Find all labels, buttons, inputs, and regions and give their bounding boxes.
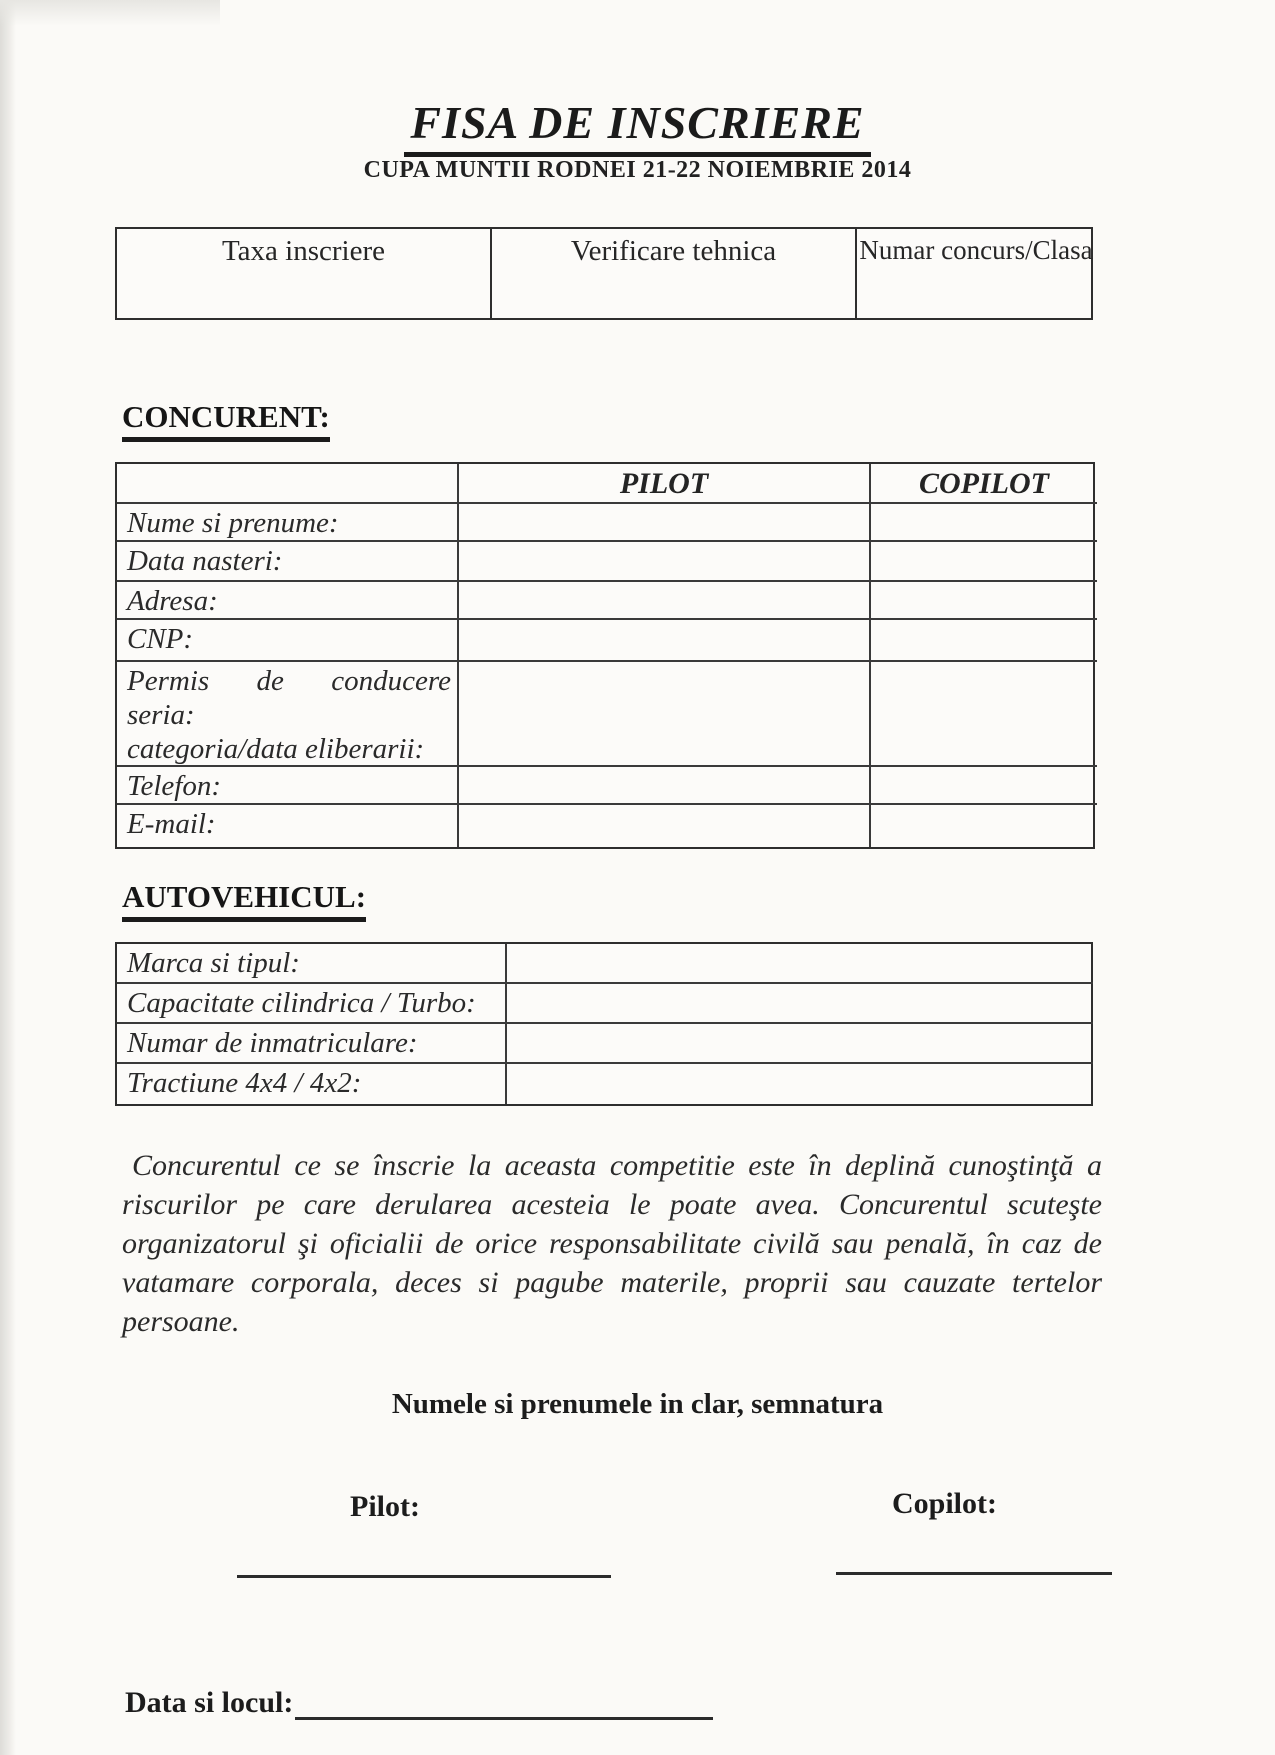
row-label-tractiune: Tractiune 4x4 / 4x2: xyxy=(117,1064,507,1104)
pilot-column-header: PILOT xyxy=(459,464,871,504)
row-label-marca-si-tipul: Marca si tipul: xyxy=(117,944,507,984)
row-label-email: E-mail: xyxy=(117,805,459,847)
date-place-row xyxy=(125,1686,713,1720)
page-subtitle: CUPA MUNTII RODNEI 21-22 NOIEMBRIE 2014 xyxy=(363,157,912,183)
pilot-signature-label: Pilot: xyxy=(350,1490,420,1523)
row-label-permis-conducere xyxy=(117,662,459,767)
pilot-adresa-cell-empty xyxy=(459,582,871,620)
copilot-nume-cell-empty xyxy=(871,504,1097,542)
autovehicul-table xyxy=(115,942,1093,1106)
fee-header-verificare-tehnica: Verificare tehnica xyxy=(492,229,857,318)
fee-table xyxy=(115,227,1093,320)
permis-line1: Permis de conducere xyxy=(127,665,451,697)
inmatriculare-value-cell-empty xyxy=(507,1024,1093,1064)
pilot-data-nasteri-cell-empty xyxy=(459,542,871,582)
copilot-signature-line xyxy=(836,1572,1112,1575)
copilot-email-cell-empty xyxy=(871,805,1097,847)
fee-header-numar-concurs-clasa: Numar concurs/Clasa xyxy=(859,235,1093,265)
fee-header-taxa-inscriere: Taxa inscriere xyxy=(117,229,492,318)
date-place-label: Data si locul: xyxy=(125,1686,294,1719)
copilot-cnp-cell-empty xyxy=(871,620,1097,662)
permis-line2: seria: xyxy=(127,699,195,731)
pilot-nume-cell-empty xyxy=(459,504,871,542)
copilot-adresa-cell-empty xyxy=(871,582,1097,620)
row-label-data-nasteri: Data nasteri: xyxy=(117,542,459,582)
title-wrap xyxy=(0,96,1275,157)
row-label-telefon: Telefon: xyxy=(117,767,459,805)
row-label-capacitate-cilindrica: Capacitate cilindrica / Turbo: xyxy=(117,984,507,1024)
concurent-table xyxy=(115,462,1095,849)
copilot-column-header: COPILOT xyxy=(871,464,1097,504)
signature-heading: Numele si prenumele in clar, semnatura xyxy=(391,1388,884,1420)
page-title: FISA DE INSCRIERE xyxy=(404,96,870,157)
copilot-signature-label: Copilot: xyxy=(892,1487,997,1520)
pilot-cnp-cell-empty xyxy=(459,620,871,662)
capacitate-value-cell-empty xyxy=(507,984,1093,1024)
disclaimer-paragraph: Concurentul ce se înscrie la aceasta competitie este în deplină cunoştinţă a riscurilor pe care derularea acesteia le poate avea. Concurentul scuteşte organizatorul şi oficialii de orice responsabilitate civilă sau penală, în caz de vatamare corporala, deces si pagube materile, proprii sau cauzate tertelor persoane. xyxy=(122,1149,1102,1338)
row-label-numar-inmatriculare: Numar de inmatriculare: xyxy=(117,1024,507,1064)
marca-value-cell-empty xyxy=(507,944,1093,984)
pilot-signature-line xyxy=(237,1575,611,1578)
row-label-adresa: Adresa: xyxy=(117,582,459,620)
row-label-nume-si-prenume: Nume si prenume: xyxy=(117,504,459,542)
date-place-line xyxy=(295,1688,713,1720)
tractiune-value-cell-empty xyxy=(507,1064,1093,1104)
copilot-telefon-cell-empty xyxy=(871,767,1097,805)
permis-line3: categoria/data eliberarii: xyxy=(127,733,425,765)
copilot-data-nasteri-cell-empty xyxy=(871,542,1097,582)
copilot-permis-cell-empty xyxy=(871,662,1097,767)
pilot-permis-cell-empty xyxy=(459,662,871,767)
corner-cell-empty xyxy=(117,464,459,504)
autovehicul-heading: AUTOVEHICUL: xyxy=(122,879,366,922)
pilot-telefon-cell-empty xyxy=(459,767,871,805)
concurent-heading: CONCURENT: xyxy=(122,399,330,442)
row-label-cnp: CNP: xyxy=(117,620,459,662)
pilot-email-cell-empty xyxy=(459,805,871,847)
